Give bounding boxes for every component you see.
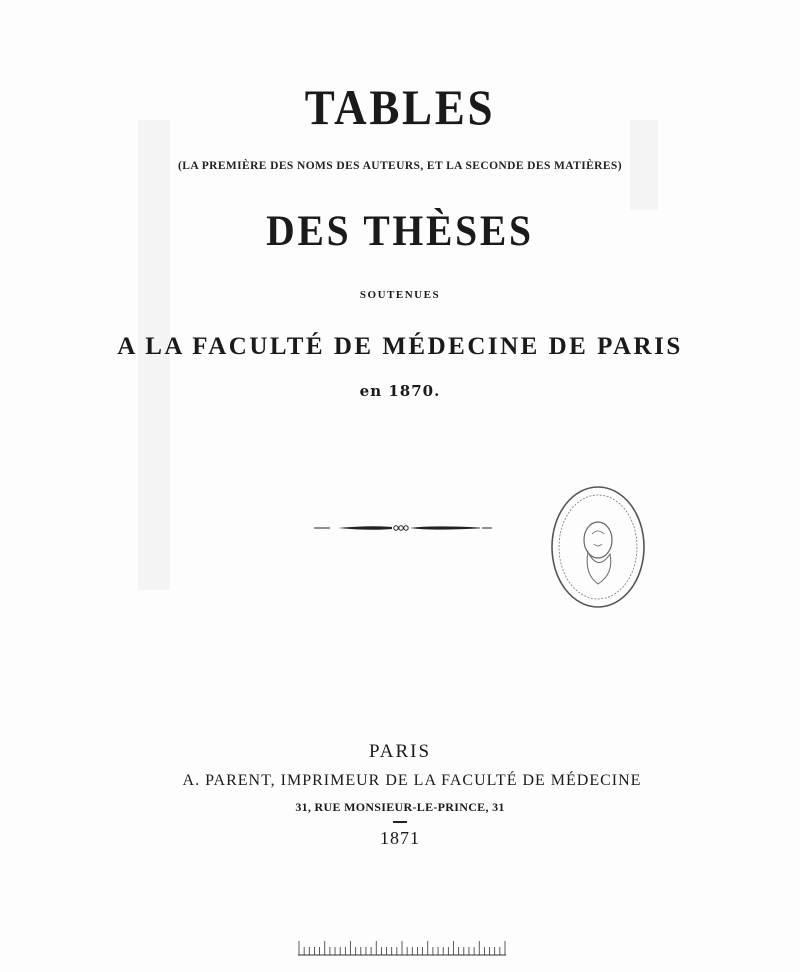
ornamental-rule [300,520,500,536]
imprint-address: 31, RUE MONSIEUR-LE-PRINCE, 31 [295,800,505,814]
short-rule [393,821,407,823]
year-line: en 1870. [359,382,441,400]
measurement-scale [298,940,506,956]
imprint-printer: A. PARENT, IMPRIMEUR DE LA FACULTÉ DE MÉDECINE [182,772,642,789]
theses-title: DES THÈSES [266,208,534,255]
subtitle: (LA PREMIÈRE DES NOMS DES AUTEURS, ET LA SECONDE DES MATIÈRES) [178,160,622,172]
main-title: TABLES [304,79,496,135]
imprint-year: 1871 [380,828,420,848]
library-stamp-icon [548,482,648,612]
soutenues-line: SOUTENUES [359,289,441,301]
imprint-city: PARIS [368,741,432,762]
faculty-line: A LA FACULTÉ DE MÉDECINE DE PARIS [117,333,683,360]
